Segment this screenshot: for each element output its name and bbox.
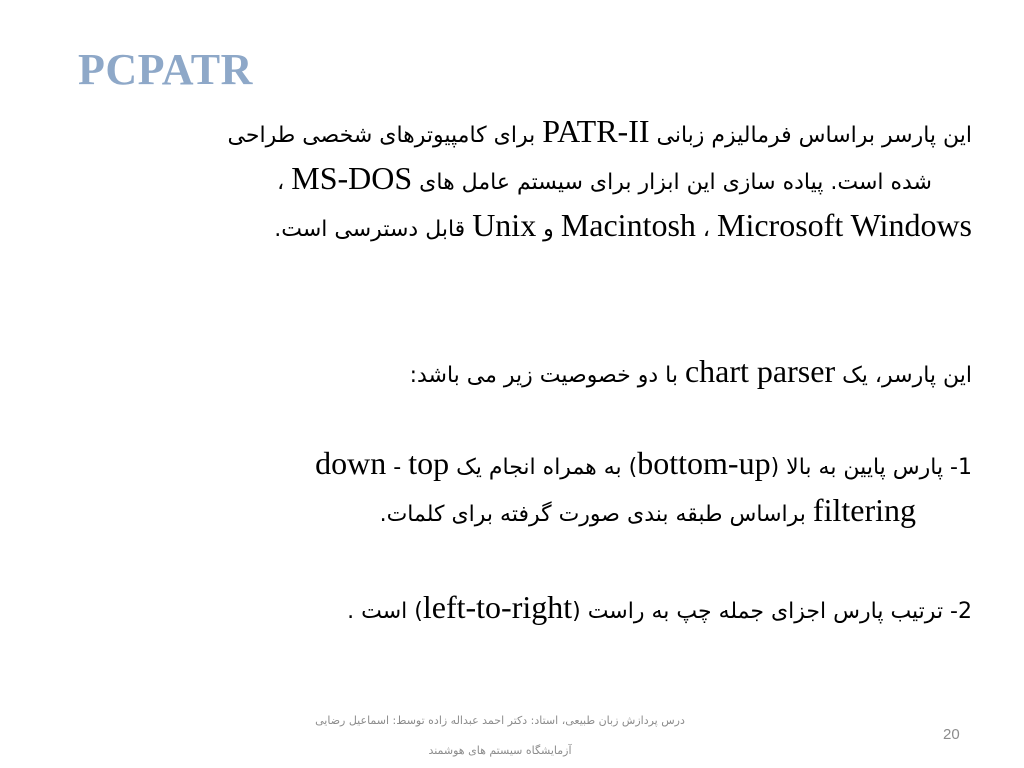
footer-course-info: درس پردازش زبان طبیعی، استاد: دکتر احمد عبداله زاده توسط: اسماعیل رضایی xyxy=(315,714,685,727)
feature-item-2: 2- ترتیب پارس اجزای جمله چپ به راست (left-to-right) است . xyxy=(347,589,972,625)
macintosh-term: Macintosh xyxy=(560,207,696,243)
down-term: down xyxy=(315,445,387,481)
ms-dos-term: MS-DOS xyxy=(291,160,413,196)
footer-lab-name: آزمایشگاه سیستم های هوشمند xyxy=(428,744,572,757)
feature-item-1 xyxy=(152,442,972,536)
slide-title: PCPATR xyxy=(78,45,253,94)
feature-item-1-line-2: filtering براساس طبقه بندی صورت گرفته برای کلمات. xyxy=(379,492,916,528)
unix-term: Unix xyxy=(472,207,537,243)
intro-line-1: این پارسر براساس فرمالیزم زبانی PATR-II برای کامپیوترهای شخصی طراحی xyxy=(227,113,972,149)
windows-term: Microsoft Windows xyxy=(717,207,972,243)
patr-ii-term: PATR-II xyxy=(542,113,650,149)
filtering-term: filtering xyxy=(812,492,916,528)
page-number: 20 xyxy=(943,726,960,743)
top-term: top xyxy=(408,445,450,481)
feature-item-1-line-1: 1- پارس پایین به بالا (bottom-up) به همراه انجام یک top - down xyxy=(315,445,972,481)
left-to-right-term: left-to-right xyxy=(422,589,573,625)
bottom-up-term: bottom-up xyxy=(637,445,771,481)
intro-paragraph xyxy=(82,110,972,251)
intro-line-3: Microsoft Windows ، Macintosh و Unix قابل دسترسی است. xyxy=(274,207,972,243)
chart-parser-term: chart parser xyxy=(684,353,836,389)
intro-line-2: شده است. پیاده سازی این ابزار برای سیستم عامل های MS-DOS ، xyxy=(277,160,932,196)
chart-parser-paragraph: این پارسر، یک chart parser با دو خصوصیت زیر می باشد: xyxy=(409,353,972,389)
